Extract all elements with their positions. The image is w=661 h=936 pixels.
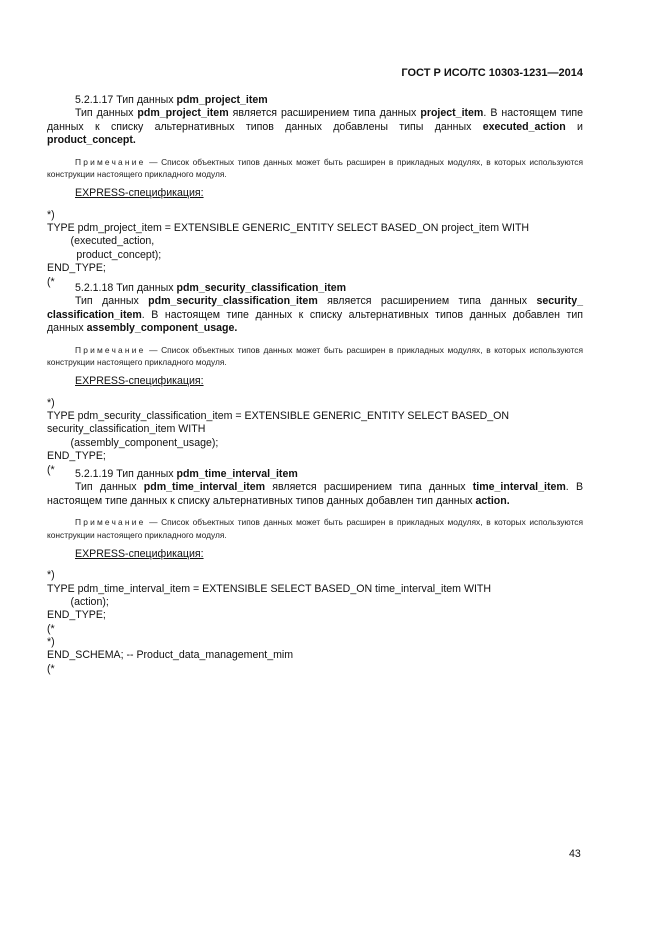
body-text: . В настоящем типе данных к списку альтернативных типов данных добавлены типы данных xyxy=(47,107,583,133)
code-line: product_concept); xyxy=(47,248,162,261)
section-5-2-1-18 xyxy=(47,282,583,477)
code-line: *) xyxy=(47,208,55,221)
section-body xyxy=(47,295,583,335)
express-code-block xyxy=(47,397,583,477)
end-schema-block xyxy=(47,636,583,676)
note xyxy=(47,156,583,182)
note-text: — Список объектных типов данных может быть расширен в прикладных модулях, в которых используются конструкции настоящего прикладного модуля. xyxy=(47,517,583,541)
body-term: executed_action xyxy=(482,120,566,133)
body-term: product_concept. xyxy=(47,134,136,147)
section-5-2-1-17 xyxy=(47,94,583,289)
body-text: Тип данных xyxy=(75,481,144,494)
code-line: (action); xyxy=(47,596,109,609)
body-text: . В настоящем типе данных к списку альтернативных типов данных добавлен тип данных xyxy=(47,481,584,507)
code-line: *) xyxy=(47,396,55,409)
express-code-block xyxy=(47,569,583,636)
body-text: является расширением типа данных xyxy=(317,295,537,308)
code-line: TYPE pdm_time_interval_item = EXTENSIBLE SELECT BASED_ON time_interval_item WITH xyxy=(47,582,492,595)
code-line: (* xyxy=(47,662,55,675)
document-header: ГОСТ Р ИСО/ТС 10303-1231—2014 xyxy=(401,67,583,79)
code-line: TYPE pdm_security_classification_item = EXTENSIBLE GENERIC_ENTITY SELECT BASED_ON xyxy=(47,410,510,423)
code-line: END_TYPE; xyxy=(47,262,106,275)
body-text: является расширением типа данных xyxy=(228,107,421,120)
body-text: Тип данных xyxy=(75,295,149,308)
body-text: . В настоящем типе данных к списку альтернативных типов данных добавлен тип данных xyxy=(47,308,583,335)
section-heading xyxy=(47,468,583,481)
section-heading xyxy=(47,94,583,107)
express-spec-label: EXPRESS-спецификация: xyxy=(75,547,204,560)
express-spec-label: EXPRESS-спецификация: xyxy=(75,375,204,388)
body-term: assembly_component_usage. xyxy=(86,322,238,335)
heading-type-name: pdm_time_interval_item xyxy=(176,468,298,480)
section-body xyxy=(47,107,583,147)
body-term: action. xyxy=(475,494,510,507)
note-label: Примечание xyxy=(75,344,146,355)
body-term: pdm_time_interval_item xyxy=(143,481,266,494)
code-line: END_SCHEMA; -- Product_data_management_mim xyxy=(47,649,294,662)
body-text: является расширением типа данных xyxy=(265,481,473,494)
heading-type-name: pdm_project_item xyxy=(176,94,268,106)
body-term: project_item xyxy=(420,107,484,120)
code-line: (* xyxy=(47,463,55,476)
express-code-block xyxy=(47,209,583,289)
code-line: security_classification_item WITH xyxy=(47,423,206,436)
body-text: Тип данных xyxy=(75,107,138,120)
code-line: END_TYPE; xyxy=(47,450,106,463)
code-line: *) xyxy=(47,569,55,582)
note xyxy=(47,344,583,370)
body-term: pdm_security_classification_item xyxy=(148,295,318,308)
note-label: Примечание xyxy=(75,156,146,167)
code-line: (* xyxy=(47,275,55,288)
express-spec-label: EXPRESS-спецификация: xyxy=(75,187,204,200)
heading-type-name: pdm_security_classification_item xyxy=(176,282,347,294)
body-term: security_ classification_item xyxy=(47,295,583,321)
page-number: 43 xyxy=(569,848,581,860)
note-text: — Список объектных типов данных может быть расширен в прикладных модулях, в которых используются конструкции настоящего прикладного модуля. xyxy=(47,344,583,368)
section-heading xyxy=(47,282,583,295)
heading-number: 5.2.1.17 Тип данных xyxy=(75,94,177,106)
note-text: — Список объектных типов данных может быть расширен в прикладных модулях, в которых используются конструкции настоящего прикладного модуля. xyxy=(47,156,583,180)
code-line: (executed_action, xyxy=(47,235,155,248)
code-line: END_TYPE; xyxy=(47,609,106,622)
note-label: Примечание xyxy=(75,517,146,528)
body-term: time_interval_item xyxy=(472,481,566,494)
code-line: (assembly_component_usage); xyxy=(47,436,219,449)
heading-number: 5.2.1.18 Тип данных xyxy=(75,282,177,294)
heading-number: 5.2.1.19 Тип данных xyxy=(75,468,177,480)
body-text: и xyxy=(565,120,583,133)
body-term: pdm_project_item xyxy=(137,107,229,120)
section-body xyxy=(47,481,583,508)
section-5-2-1-19 xyxy=(47,468,583,636)
note xyxy=(47,516,583,542)
code-line: (* xyxy=(47,622,55,635)
code-line: *) xyxy=(47,636,55,648)
code-line: TYPE pdm_project_item = EXTENSIBLE GENERIC_ENTITY SELECT BASED_ON project_item WITH xyxy=(47,222,530,235)
